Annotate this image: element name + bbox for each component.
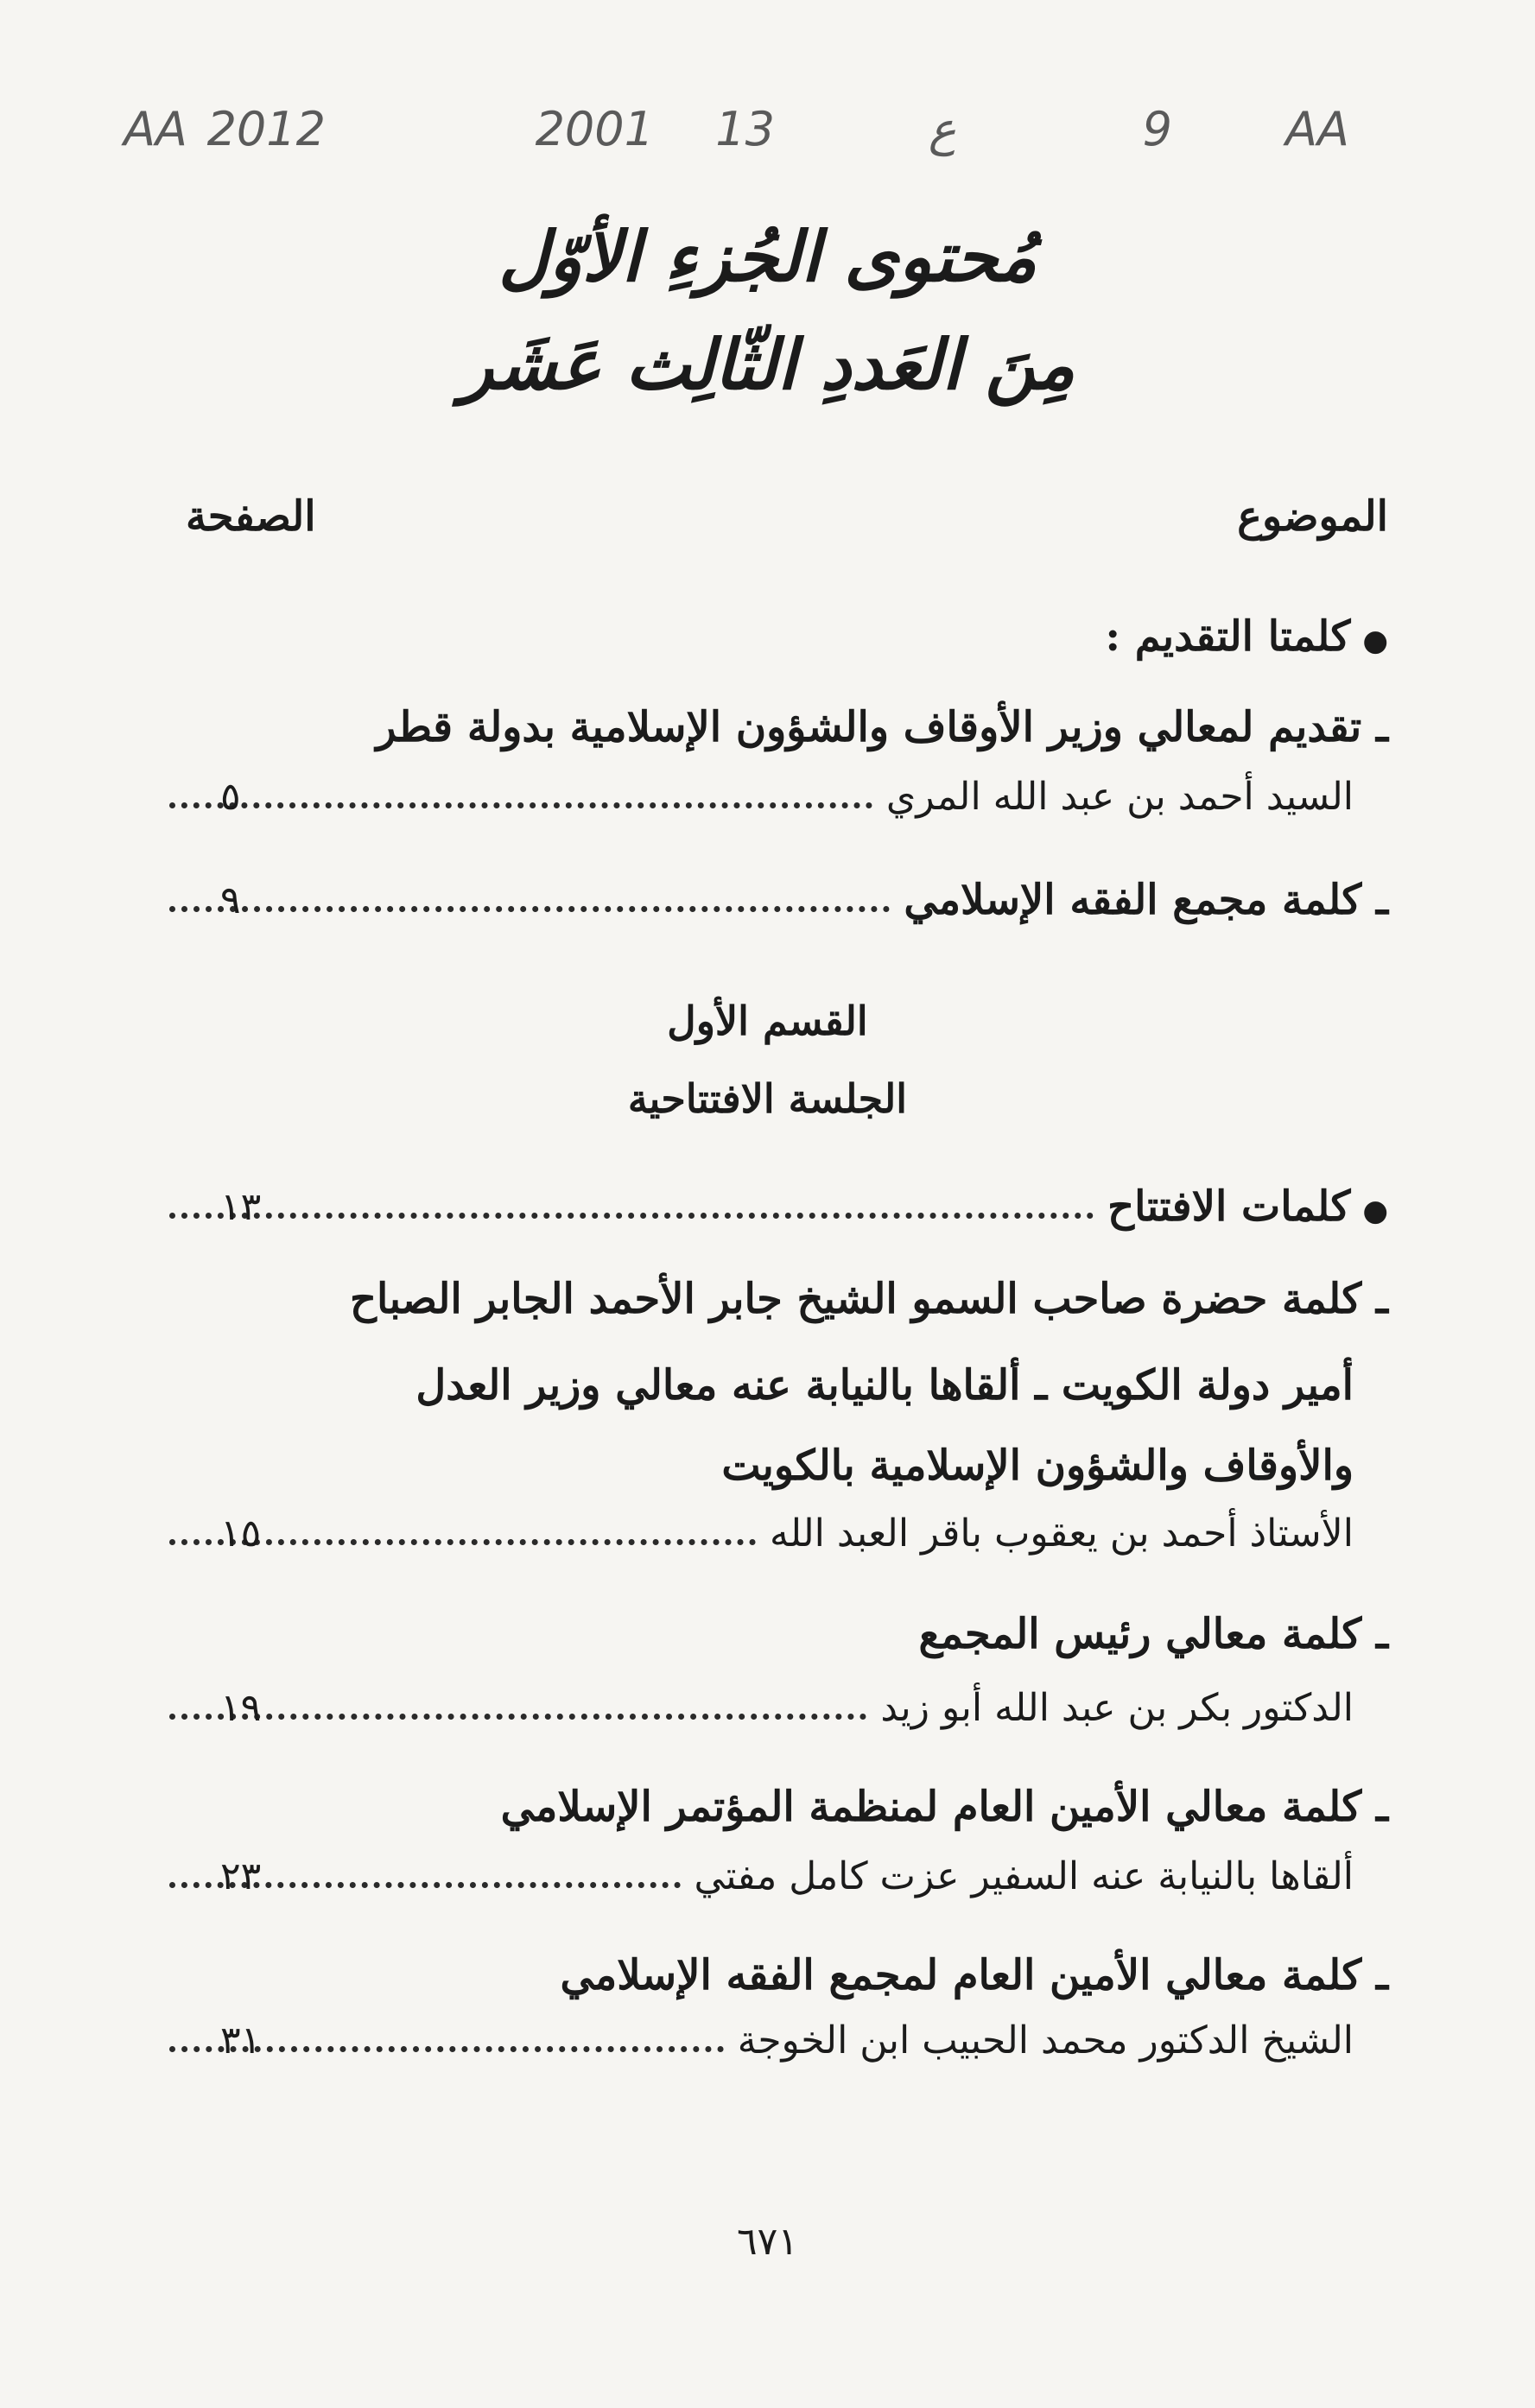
dot-leader: [169, 906, 890, 912]
toc-entry: [155, 1840, 1354, 1912]
entry-page-number: ٢٣: [220, 1854, 262, 1898]
entry-text: الأستاذ أحمد بن يعقوب باقر العبد الله: [770, 1511, 1354, 1556]
entry-page-number: ١٩: [220, 1685, 262, 1730]
entry-text: ● كلمات الافتتاح: [1107, 1182, 1388, 1231]
entry-text: أمير دولة الكويت ـ ألقاها بالنيابة عنه معالي وزير العدل: [415, 1361, 1354, 1410]
entry-page-number: ١٣: [220, 1184, 262, 1229]
page-number: ٦٧١: [737, 2220, 798, 2264]
handwritten-mark: AA: [1285, 102, 1349, 156]
toc-entry: [155, 1497, 1354, 1569]
toc-entry: [155, 760, 1354, 833]
toc-entry: [155, 691, 1388, 764]
section-heading: القسم الأول: [667, 998, 868, 1044]
entry-page-number: ٩: [220, 878, 241, 922]
entry-text: ـ تقديم لمعالي وزير الأوقاف والشؤون الإسلامية بدولة قطر: [376, 703, 1388, 751]
entry-text: الشيخ الدكتور محمد الحبيب ابن الخوجة: [737, 2018, 1354, 2063]
entry-page-number: ٣١: [220, 2018, 262, 2063]
handwritten-mark: ع: [928, 102, 956, 156]
toc-entry: [155, 1598, 1388, 1670]
entry-page-number: ٥: [220, 774, 241, 819]
entry-text: ـ كلمة معالي رئيس المجمع: [918, 1610, 1388, 1658]
toc-entry: [155, 1349, 1354, 1422]
toc-entry: [155, 1263, 1388, 1335]
entry-text: ـ كلمة مجمع الفقه الإسلامي: [904, 876, 1388, 924]
dot-leader: [169, 802, 872, 808]
toc-entry: [155, 1671, 1354, 1744]
toc-entry: [155, 1939, 1388, 2012]
entry-text: السيد أحمد بن عبد الله المري: [885, 774, 1354, 819]
dot-leader: [169, 1714, 866, 1720]
toc-entry: [155, 600, 1388, 673]
dot-leader: [169, 1213, 1094, 1219]
entry-text: والأوقاف والشؤون الإسلامية بالكويت: [721, 1442, 1354, 1490]
toc-entry: [155, 2004, 1354, 2076]
handwritten-mark: 2012: [206, 102, 326, 156]
section-subheading: الجلسة الافتتاحية: [627, 1075, 908, 1122]
column-header-topic: الموضوع: [1237, 492, 1388, 541]
handwritten-mark: AA: [124, 102, 187, 156]
entry-text: الدكتور بكر بن عبد الله أبو زيد: [880, 1685, 1354, 1730]
entry-text: ألقاها بالنيابة عنه السفير عزت كامل مفتي: [694, 1854, 1354, 1898]
entry-text: ـ كلمة حضرة صاحب السمو الشيخ جابر الأحمد الجابر الصباح: [350, 1275, 1388, 1323]
handwritten-mark: 9: [1142, 102, 1172, 156]
entry-text: ـ كلمة معالي الأمين العام لمنظمة المؤتمر الإسلامي: [500, 1783, 1388, 1831]
page-subtitle: مِنَ العَددِ الثّالِث عَشَر: [460, 324, 1075, 405]
toc-entry: [155, 1429, 1354, 1502]
handwritten-mark: 13: [715, 102, 775, 156]
toc-entry: [155, 864, 1388, 936]
column-header-page: الصفحة: [186, 492, 316, 541]
toc-entry: [155, 1771, 1388, 1843]
entry-text: ـ كلمة معالي الأمين العام لمجمع الفقه الإسلامي: [560, 1951, 1388, 1999]
toc-entry: [155, 1170, 1388, 1243]
entry-text: ● كلمتا التقديم :: [1105, 612, 1388, 661]
page-title: مُحتوى الجُزءِ الأوّل: [498, 216, 1037, 297]
handwritten-mark: 2001: [535, 102, 654, 156]
entry-page-number: ١٥: [220, 1511, 262, 1556]
